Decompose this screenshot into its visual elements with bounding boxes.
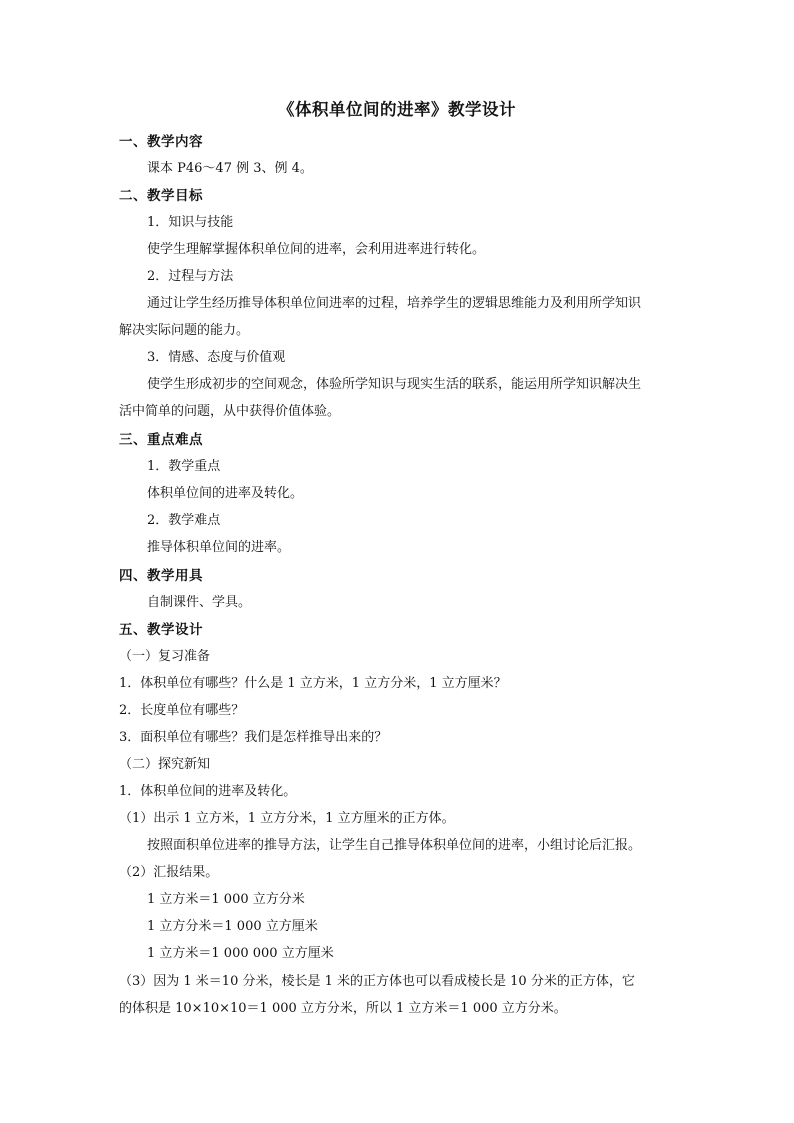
explore-step-3-line-1: （3）因为 1 米＝10 分米，棱长是 1 米的正方体也可以看成棱长是 10 分米的正方体，它 [119, 974, 635, 989]
goal-3-text-line-2: 活中简单的问题，从中获得价值体验。 [119, 404, 341, 419]
section-heading-goals: 二、教学目标 [119, 188, 203, 204]
explore-step-3-line-2: 的体积是 10×10×10＝1 000 立方分米，所以 1 立方米＝1 000 立方分米。 [119, 1001, 567, 1016]
goal-2-title: 2．过程与方法 [147, 269, 234, 284]
equation-2: 1 立方分米＝1 000 立方厘米 [147, 919, 318, 934]
goal-2-text-line-1: 通过让学生经历推导体积单位间进率的过程，培养学生的逻辑思维能力及利用所学知识 [147, 296, 642, 311]
equation-1: 1 立方米＝1 000 立方分米 [147, 892, 305, 907]
explore-step-2: （2）汇报结果。 [119, 865, 219, 880]
goal-3-text-line-1: 使学生形成初步的空间观念，体验所学知识与现实生活的联系，能运用所学知识解决生 [147, 377, 642, 392]
explore-item-1: 1．体积单位间的进率及转化。 [119, 784, 297, 799]
part-2-title: （二）探究新知 [119, 757, 211, 772]
goal-1-title: 1．知识与技能 [147, 215, 234, 230]
content-text: 课本 P46～47 例 3、例 4。 [147, 161, 313, 176]
section-heading-content: 一、教学内容 [119, 134, 203, 150]
key-point-2-title: 2．教学难点 [147, 513, 221, 528]
explore-step-1-text: 按照面积单位进率的推导方法，让学生自己推导体积单位间的进率，小组讨论后汇报。 [147, 838, 642, 853]
section-heading-key-points: 三、重点难点 [119, 432, 203, 448]
review-question-1: 1．体积单位有哪些？什么是 1 立方米，1 立方分米，1 立方厘米？ [119, 676, 507, 691]
key-point-1-text: 体积单位间的进率及转化。 [147, 486, 304, 501]
section-heading-tools: 四、教学用具 [119, 568, 203, 584]
goal-2-text-line-2: 解决实际问题的能力。 [119, 323, 250, 338]
tools-text: 自制课件、学具。 [147, 595, 252, 610]
review-question-3: 3．面积单位有哪些？我们是怎样推导出来的？ [119, 730, 388, 745]
review-question-2: 2．长度单位有哪些？ [119, 703, 245, 718]
part-1-title: （一）复习准备 [119, 649, 211, 664]
key-point-1-title: 1．教学重点 [147, 459, 221, 474]
explore-step-1: （1）出示 1 立方米，1 立方分米，1 立方厘米的正方体。 [119, 811, 455, 826]
goal-1-text: 使学生理解掌握体积单位间的进率，会利用进率进行转化。 [147, 242, 486, 257]
equation-3: 1 立方米＝1 000 000 立方厘米 [147, 946, 334, 961]
document-title: 《体积单位间的进率》教学设计 [278, 100, 516, 119]
goal-3-title: 3．情感、态度与价值观 [147, 350, 286, 365]
section-heading-design: 五、教学设计 [119, 622, 203, 638]
key-point-2-text: 推导体积单位间的进率。 [147, 540, 291, 555]
